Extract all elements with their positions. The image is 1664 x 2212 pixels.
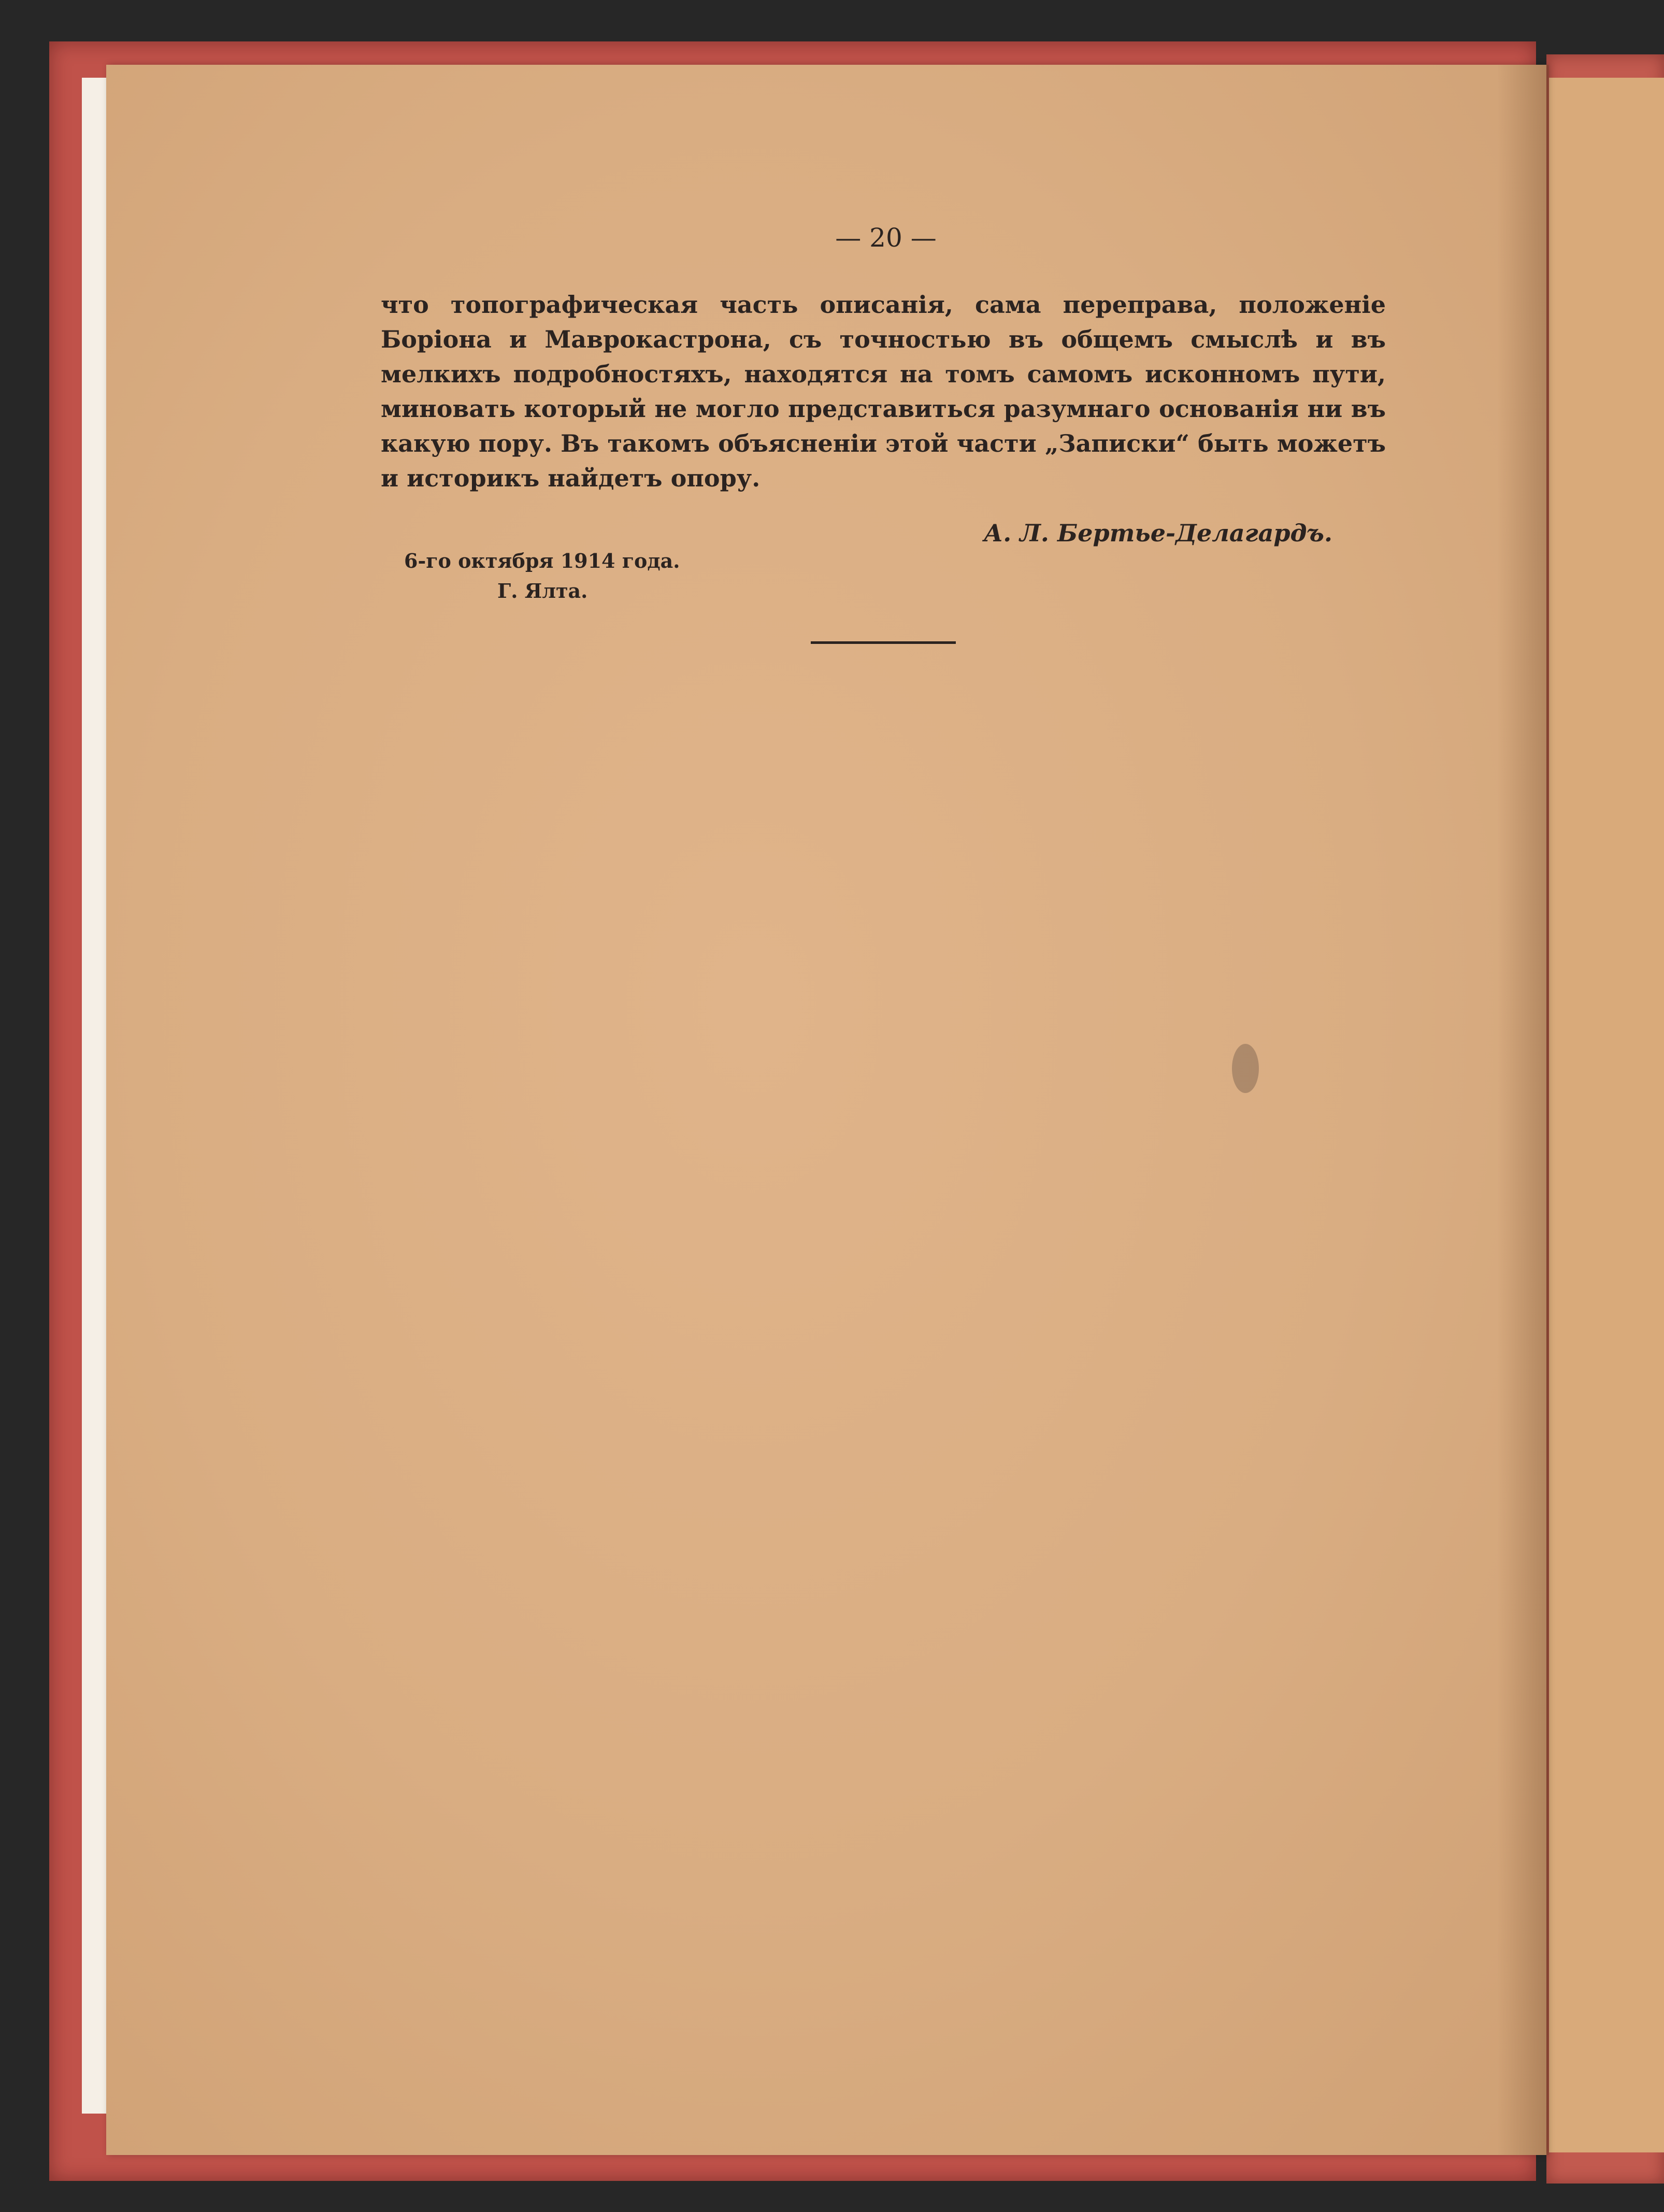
end-rule-divider [811,641,956,644]
date-line: 6-го октября 1914 года. [404,549,680,572]
body-paragraph: что топографическая часть описанія, сама переправа, положеніе Боріона и Маврокастрона, съ точностью въ общемъ смыслѣ и въ мелкихъ подробностяхъ, находятся на томъ самомъ исконномъ пути, миновать который не могло представиться разумнаго основанія ни въ какую пору. Въ такомъ объясненіи этой части „Записки“ быть можетъ и историкъ найдетъ опору. [381,291,1386,492]
paper-stain [1232,1044,1259,1093]
next-page-edge [1549,78,1664,2152]
place-line: Г. Ялта. [497,579,588,602]
spine-shadow [1497,65,1549,2155]
page-number: — 20 — [835,223,937,253]
author-signature: А. Л. Бертье-Делагардъ. [983,519,1332,547]
